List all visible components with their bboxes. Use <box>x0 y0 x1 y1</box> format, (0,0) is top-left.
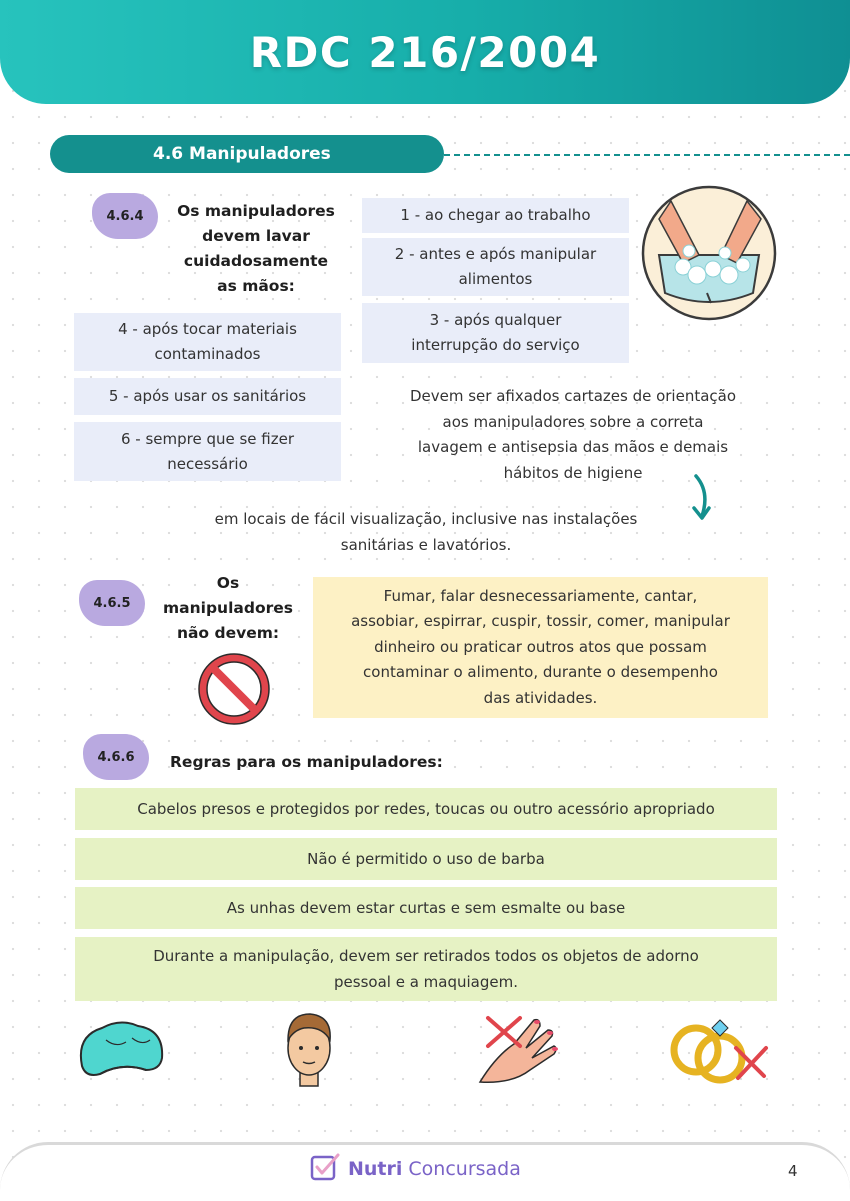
box-line: contaminar o alimento, durante o desempenho <box>363 663 718 682</box>
brand-logo <box>310 1153 521 1185</box>
note-line: aos manipuladores sobre a correta <box>442 412 704 431</box>
heading-line: as mãos: <box>217 277 295 295</box>
rule-row <box>75 788 777 830</box>
prohibited-actions-box <box>313 577 768 718</box>
brand-logo-icon <box>310 1153 342 1185</box>
heading-4-6-4 <box>168 199 344 299</box>
rule-text: pessoal e a maquiagem. <box>334 973 518 991</box>
box-line: dinheiro ou praticar outros atos que possam <box>374 637 707 656</box>
box-line: assobiar, espirrar, cuspir, tossir, comer, manipular <box>351 612 730 631</box>
list-item-text: 3 - após qualquer <box>429 311 562 329</box>
list-item <box>362 303 629 363</box>
heading-4-6-6: Regras para os manipuladores: <box>170 753 443 771</box>
list-item <box>362 198 629 233</box>
list-item-text: 5 - após usar os sanitários <box>108 387 307 405</box>
heading-line: devem lavar <box>202 227 310 245</box>
note-line: sanitárias e lavatórios. <box>340 535 512 554</box>
rule-text: Cabelos presos e protegidos por redes, toucas ou outro acessório apropriado <box>137 800 715 818</box>
list-item-text: interrupção do serviço <box>411 336 580 354</box>
no-nail-polish-icon <box>476 1012 560 1088</box>
badge-4-6-6 <box>83 734 149 780</box>
note-line: Devem ser afixados cartazes de orientação <box>409 387 737 405</box>
heading-line: cuidadosamente <box>183 252 329 270</box>
brand-name-bold: Nutri <box>348 1158 403 1180</box>
badge-label: 4.6.5 <box>93 595 131 611</box>
prohibited-icon <box>198 653 270 725</box>
list-item <box>74 422 341 481</box>
list-item-text: alimentos <box>458 270 533 288</box>
poster-location-note <box>150 507 702 558</box>
shaved-face-icon <box>282 1010 336 1090</box>
rule-text: As unhas devem estar curtas e sem esmalte ou base <box>226 899 626 917</box>
rule-text: Não é permitido o uso de barba <box>307 850 545 868</box>
section-divider <box>444 154 850 156</box>
heading-4-6-5 <box>152 571 304 646</box>
list-item-text: 6 - sempre que se fizer <box>120 429 295 448</box>
heading-line: Os manipuladores <box>177 202 335 220</box>
list-item <box>74 313 341 371</box>
note-line: lavagem e antisepsia das mãos e demais <box>417 438 729 456</box>
list-item-text: 4 - após tocar materiais <box>118 320 297 338</box>
page-title: RDC 216/2004 <box>249 27 601 77</box>
rule-text: Durante a manipulação, devem ser retirados todos os objetos de adorno <box>153 947 699 965</box>
list-item-text: 2 - antes e após manipular <box>394 245 597 263</box>
heading-line: Os <box>216 574 240 592</box>
page-number: 4 <box>788 1162 798 1180</box>
heading-line: manipuladores <box>163 599 293 617</box>
box-line: das atividades. <box>483 688 598 707</box>
no-rings-icon <box>668 1014 776 1086</box>
list-item-text: contaminados <box>154 345 261 363</box>
badge-4-6-4 <box>92 193 158 239</box>
page-header <box>0 0 850 104</box>
list-item <box>362 238 629 296</box>
rule-row <box>75 887 777 929</box>
list-item-text: 1 - ao chegar ao trabalho <box>400 206 591 224</box>
section-title-label: 4.6 Manipuladores <box>153 144 331 164</box>
badge-label: 4.6.4 <box>106 208 144 224</box>
hand-washing-icon <box>641 185 777 321</box>
rule-row <box>75 838 777 880</box>
rule-row <box>75 937 777 1001</box>
hair-cap-icon <box>76 1018 168 1080</box>
badge-label: 4.6.6 <box>97 749 135 765</box>
box-line: Fumar, falar desnecessariamente, cantar, <box>383 586 698 605</box>
heading-line: não devem: <box>176 624 280 642</box>
badge-4-6-5 <box>79 580 145 626</box>
list-item <box>74 378 341 415</box>
poster-note <box>374 384 772 486</box>
section-title <box>50 135 444 173</box>
note-line: hábitos de higiene <box>503 463 643 482</box>
list-item-text: necessário <box>167 454 248 473</box>
brand-name-light: Concursada <box>408 1158 521 1180</box>
note-line: em locais de fácil visualização, inclusive nas instalações <box>214 510 638 528</box>
